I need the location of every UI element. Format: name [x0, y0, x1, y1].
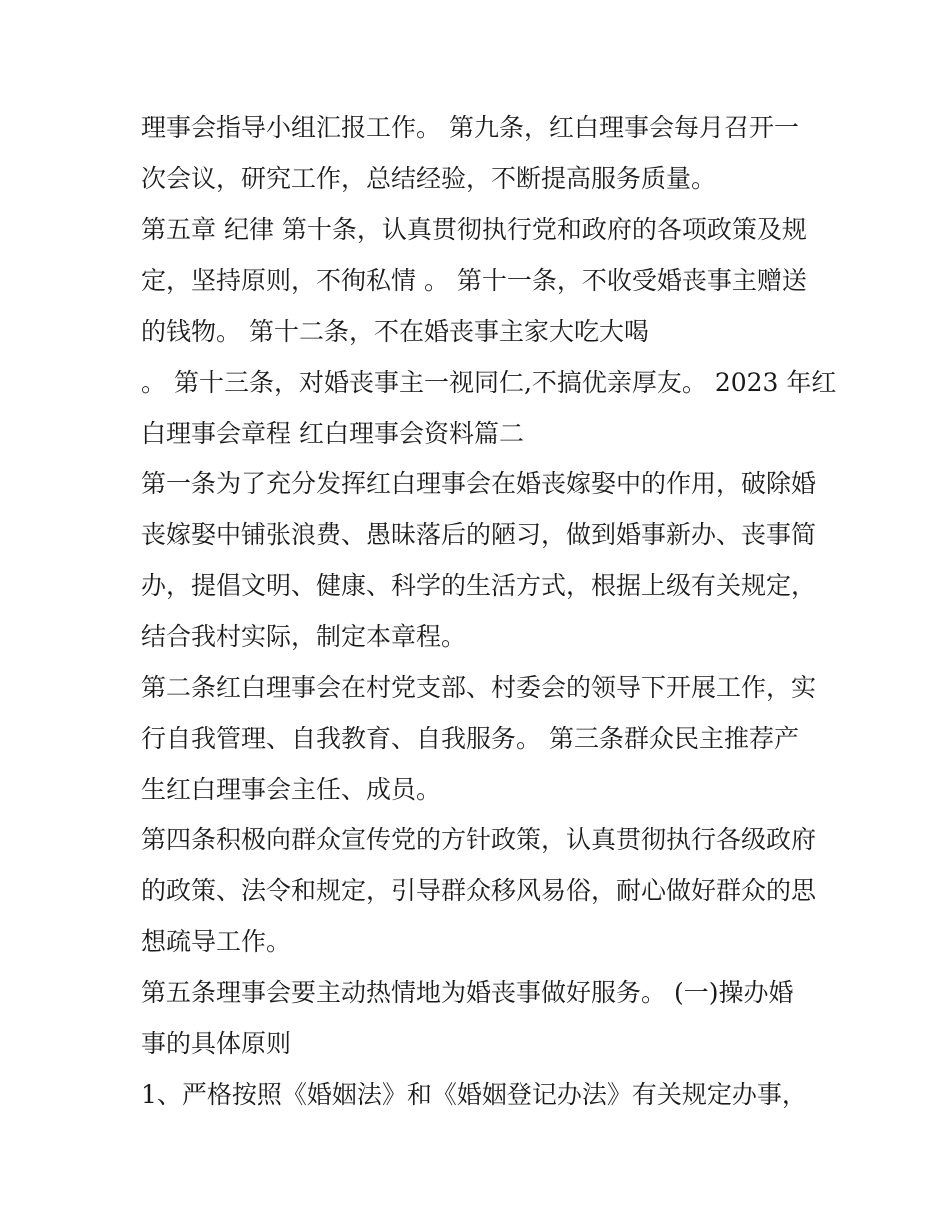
text-line: 的钱物。 第十二条，不在婚丧事主家大吃大喝	[141, 317, 649, 346]
text-line: 定，坚持原则，不徇私情 。 第十一条，不收受婚丧事主赠送	[141, 266, 807, 295]
text-line: 第五条理事会要主动热情地为婚丧事做好服务。 (一)操办婚	[141, 978, 794, 1007]
text-line: 的政策、法令和规定，引导群众移风易俗，耐心做好群众的思	[141, 876, 817, 905]
text-line: 事的具体原则	[141, 1029, 292, 1058]
text-line: 第二条红白理事会在村党支部、村委会的领导下开展工作，实	[141, 673, 817, 702]
text-line: 第一条为了充分发挥红白理事会在婚丧嫁娶中的作用，破除婚	[141, 469, 817, 498]
text-line: 白理事会章程 红白理事会资料篇二	[141, 419, 524, 448]
text-line: 结合我村实际，制定本章程。	[141, 622, 467, 651]
text-line: 生红白理事会主任、成员。	[141, 775, 442, 804]
text-line: 行自我管理、自我教育、自我服务。 第三条群众民主推荐产	[141, 724, 799, 753]
text-line: 第五章 纪律 第十条，认真贯彻执行党和政府的各项政策及规	[141, 215, 807, 244]
text-line: 。 第十三条，对婚丧事主一视同仁,不搞优亲厚友。 2023 年红	[141, 368, 837, 397]
text-line: 理事会指导小组汇报工作。 第九条，红白理事会每月召开一	[141, 113, 799, 142]
text-line: 第四条积极向群众宣传党的方针政策，认真贯彻执行各级政府	[141, 825, 817, 854]
text-line: 次会议，研究工作，总结经验，不断提高服务质量。	[141, 164, 717, 193]
text-line: 想疏导工作。	[141, 927, 292, 956]
text-line: 办，提倡文明、健康、科学的生活方式，根据上级有关规定，	[141, 571, 817, 600]
text-line: 1、严格按照《婚姻法》和《婚姻登记办法》有关规定办事，	[141, 1080, 807, 1109]
text-line: 丧嫁娶中铺张浪费、愚昧落后的陋习，做到婚事新办、丧事简	[141, 520, 817, 549]
